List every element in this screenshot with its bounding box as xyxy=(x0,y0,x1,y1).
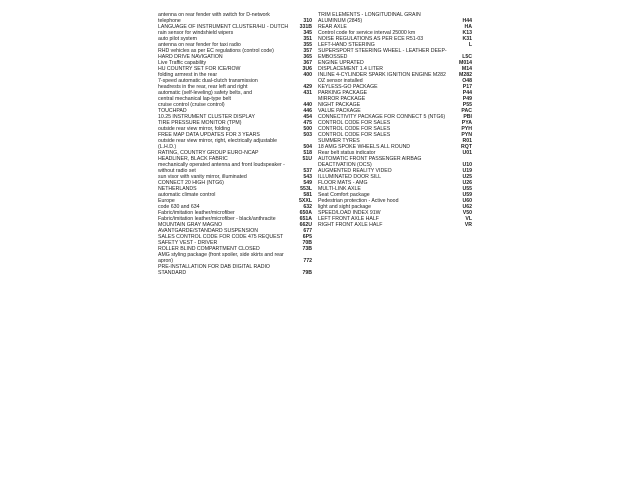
option-description: NIGHT PACKAGE xyxy=(318,102,361,108)
option-code: 400 xyxy=(303,72,312,78)
option-code: 70B xyxy=(302,240,312,246)
option-description: 10.25 INSTRUMENT CLUSTER DISPLAY xyxy=(158,114,255,120)
option-row xyxy=(158,264,312,276)
option-description: RATING, COUNTRY GROUP EURO-NCAP xyxy=(158,150,259,156)
option-code: 549 xyxy=(303,180,312,186)
option-description: MIRROR PACKAGE xyxy=(318,96,366,102)
option-code: K13 xyxy=(462,30,472,36)
option-description: CONNECTIVITY PACKAGE FOR CONNECT 5 (NTG6) xyxy=(318,114,446,120)
option-description: auto pilot system xyxy=(158,36,197,42)
option-row xyxy=(158,252,312,264)
option-description: OZ sensor installed xyxy=(318,78,363,84)
option-code: L5C xyxy=(462,54,472,60)
option-code: 650A xyxy=(299,210,312,216)
option-description: Europe xyxy=(158,198,175,204)
option-code: 310 xyxy=(303,18,312,24)
option-code: 632 xyxy=(303,204,312,210)
option-description: PARKING PACKAGE xyxy=(318,90,368,96)
option-code: 429 xyxy=(303,84,312,90)
option-code: PAC xyxy=(461,108,472,114)
option-description: AMG styling package (front spoiler, side skirts and rear apron) xyxy=(158,252,284,264)
option-code: V50 xyxy=(462,210,472,216)
option-description: REAR AXLE xyxy=(318,24,347,30)
option-description: rain sensor for windshield wipers xyxy=(158,30,234,36)
option-code: U25 xyxy=(462,174,472,180)
option-description: TIRE PRESSURE MONITOR (TPM) xyxy=(158,120,242,126)
option-code: U01 xyxy=(462,150,472,156)
option-code: 51U xyxy=(302,156,312,162)
option-code: 503 xyxy=(303,132,312,138)
option-description: Rear belt status indicator xyxy=(318,150,376,156)
option-code: RQT xyxy=(461,144,472,150)
option-description: Live Traffic capability xyxy=(158,60,207,66)
option-description: FLOOR MATS - AMG xyxy=(318,180,368,186)
option-row xyxy=(318,12,472,24)
option-code: 454 xyxy=(303,114,312,120)
option-code: 475 xyxy=(303,120,312,126)
option-code: P49 xyxy=(462,96,472,102)
option-description: NETHERLANDS xyxy=(158,186,197,192)
option-row xyxy=(318,156,472,168)
option-code: 440 xyxy=(303,102,312,108)
option-code: U60 xyxy=(462,198,472,204)
option-code: 3U6 xyxy=(302,66,312,72)
option-description: light and sight package xyxy=(318,204,372,210)
option-code: M14 xyxy=(461,66,472,72)
option-description: mechanically operated antenna and front loudspeaker - without radio set xyxy=(158,162,285,174)
option-description: antenna on rear fender with switch for D-network telephone xyxy=(158,12,270,24)
option-description: outside rear view mirror, right, electrically adjustable (L.H.D.) xyxy=(158,138,278,150)
option-description: HARD DRIVE NAVIGATION xyxy=(158,54,223,60)
option-code: U62 xyxy=(462,204,472,210)
option-code: 351 xyxy=(303,36,312,42)
option-code: U59 xyxy=(462,192,472,198)
option-description: code 630 and 634 xyxy=(158,204,200,210)
option-code: P17 xyxy=(462,84,472,90)
option-description: ROLLER BLIND COMPARTMENT CLOSED xyxy=(158,246,260,252)
option-description: SALES CONTROL CODE FOR CODE 475 REQUEST xyxy=(158,234,284,240)
option-description: NOISE REGULATIONS AS PER ECE R51-03 xyxy=(318,36,424,42)
option-code: 772 xyxy=(303,258,312,264)
option-code: 543 xyxy=(303,174,312,180)
option-description: DISPLACEMENT 1.4 LITER xyxy=(318,66,384,72)
option-code: PYH xyxy=(461,126,472,132)
option-description: 7-speed automatic dual-clutch transmission xyxy=(158,78,258,84)
option-description: LEFT FRONT AXLE HALF xyxy=(318,216,379,222)
option-code: 581 xyxy=(303,192,312,198)
option-code: 504 xyxy=(303,144,312,150)
left-column xyxy=(158,12,312,276)
option-description: antenna on rear fender for taxi radio xyxy=(158,42,241,48)
option-description: RHD vehicles as per EC regulations (control code) xyxy=(158,48,274,54)
option-code: 6P5 xyxy=(302,234,312,240)
option-code: 651A xyxy=(299,216,312,222)
option-description: RIGHT FRONT AXLE HALF xyxy=(318,222,383,228)
option-code: PBI xyxy=(463,114,472,120)
option-description: automatic climate control xyxy=(158,192,216,198)
option-code: 355 xyxy=(303,42,312,48)
option-description: automatic (self-leveling) safety belts, and xyxy=(158,90,252,96)
option-code: 518 xyxy=(303,150,312,156)
option-row xyxy=(158,162,312,174)
option-code-sheet xyxy=(158,12,478,324)
option-code: 345 xyxy=(303,30,312,36)
option-description: SAFETY VEST - DRIVER xyxy=(158,240,218,246)
option-code: 446 xyxy=(303,108,312,114)
option-code: 662U xyxy=(299,222,312,228)
option-description: cruise control (cruise control) xyxy=(158,102,225,108)
option-code: 537 xyxy=(303,168,312,174)
option-description: outside rear view mirror, folding xyxy=(158,126,231,132)
option-description: AUGMENTED REALITY VIDEO xyxy=(318,168,392,174)
option-code: 431 xyxy=(303,90,312,96)
option-description: AVANTGARDE/STANDARD SUSPENSION xyxy=(158,228,259,234)
option-description: MULTI-LINK AXLE xyxy=(318,186,361,192)
option-description: AUTOMATIC FRONT PASSENGER AIRBAG DEACTIVATION (OCS) xyxy=(318,156,422,168)
option-description: SUMMER TYRES xyxy=(318,138,360,144)
option-description: CONNECT 20 HIGH (NTG6) xyxy=(158,180,224,186)
option-code: PYA xyxy=(461,120,472,126)
option-code: U10 xyxy=(462,162,472,168)
option-code: U26 xyxy=(462,180,472,186)
option-code: 79B xyxy=(302,270,312,276)
option-code: L xyxy=(468,42,472,48)
option-row xyxy=(158,138,312,150)
option-description: SUPERSPORT STEERING WHEEL - LEATHER DEEP-EMBOSSED xyxy=(318,48,447,60)
option-description: TRIM ELEMENTS - LONGITUDINAL GRAIN ALUMINUM (2845) xyxy=(318,12,421,24)
right-column xyxy=(318,12,472,228)
option-code: R01 xyxy=(462,138,472,144)
option-description: CONTROL CODE FOR SALES xyxy=(318,120,391,126)
option-description: headrests in the rear, rear left and right xyxy=(158,84,248,90)
option-description: LANGUAGE OF INSTRUMENT CLUSTER/HU - DUTCH xyxy=(158,24,289,30)
option-code: U19 xyxy=(462,168,472,174)
option-code: HA xyxy=(464,24,472,30)
option-code: 500 xyxy=(303,126,312,132)
option-description: Pedestrian protection - Active hood xyxy=(318,198,399,204)
option-description: MOUNTAIN GRAY MAGNO xyxy=(158,222,222,228)
option-description: Control code for service interval 25000 km xyxy=(318,30,416,36)
option-description: VALUE PACKAGE xyxy=(318,108,361,114)
option-code: M014 xyxy=(459,60,472,66)
option-description: Fabric/imitation leather/microfiber xyxy=(158,210,235,216)
option-description: CONTROL CODE FOR SALES xyxy=(318,132,391,138)
option-description: HEADLINER, BLACK FABRIC xyxy=(158,156,228,162)
option-code: 677 xyxy=(303,228,312,234)
option-description: 18 AMG SPOKE WHEELS ALL ROUND xyxy=(318,144,411,150)
option-description: INLINE 4-CYLINDER SPARK IGNITION ENGINE M282 xyxy=(318,72,446,78)
option-description: SPEED/LOAD INDEX 91W xyxy=(318,210,381,216)
option-code: P44 xyxy=(462,90,472,96)
option-description: TOUCHPAD xyxy=(158,108,187,114)
option-code: VL xyxy=(465,216,472,222)
option-code: K31 xyxy=(462,36,472,42)
option-description: FREE MAP DATA UPDATES FOR 3 YEARS xyxy=(158,132,260,138)
option-description: PRE-INSTALLATION FOR DAB DIGITAL RADIO STANDARD xyxy=(158,264,270,276)
option-row xyxy=(158,12,312,24)
option-code: 367 xyxy=(303,60,312,66)
option-row xyxy=(318,222,472,228)
option-code: 5XXL xyxy=(299,198,312,204)
option-description: HU COUNTRY SET FOR ICE/ROW xyxy=(158,66,241,72)
option-code: 553L xyxy=(300,186,312,192)
option-description: CONTROL CODE FOR SALES xyxy=(318,126,391,132)
option-description: KEYLESS-GO PACKAGE xyxy=(318,84,378,90)
option-description: ILLUMINATED DOOR SILL xyxy=(318,174,382,180)
option-code: 331B xyxy=(299,24,312,30)
option-description: folding armrest in the rear xyxy=(158,72,218,78)
option-description: Fabric/imitation leather/microfiber - black/anthracite xyxy=(158,216,276,222)
option-code: O48 xyxy=(462,78,472,84)
option-code: U55 xyxy=(462,186,472,192)
option-code: PYN xyxy=(461,132,472,138)
option-description: ENGINE UPRATED xyxy=(318,60,364,66)
option-code: P55 xyxy=(462,102,472,108)
option-code: 73B xyxy=(302,246,312,252)
option-code: M282 xyxy=(459,72,472,78)
option-description: Seat Comfort package xyxy=(318,192,370,198)
option-description: central mechanical lap-type belt xyxy=(158,96,231,102)
option-code: H44 xyxy=(462,18,472,24)
option-code: VR xyxy=(464,222,472,228)
option-code: 357 xyxy=(303,48,312,54)
option-code: 365 xyxy=(303,54,312,60)
option-row xyxy=(318,48,472,60)
option-description: sun visor with vanity mirror, illuminated xyxy=(158,174,247,180)
option-description: LEFT-HAND STEERING xyxy=(318,42,375,48)
